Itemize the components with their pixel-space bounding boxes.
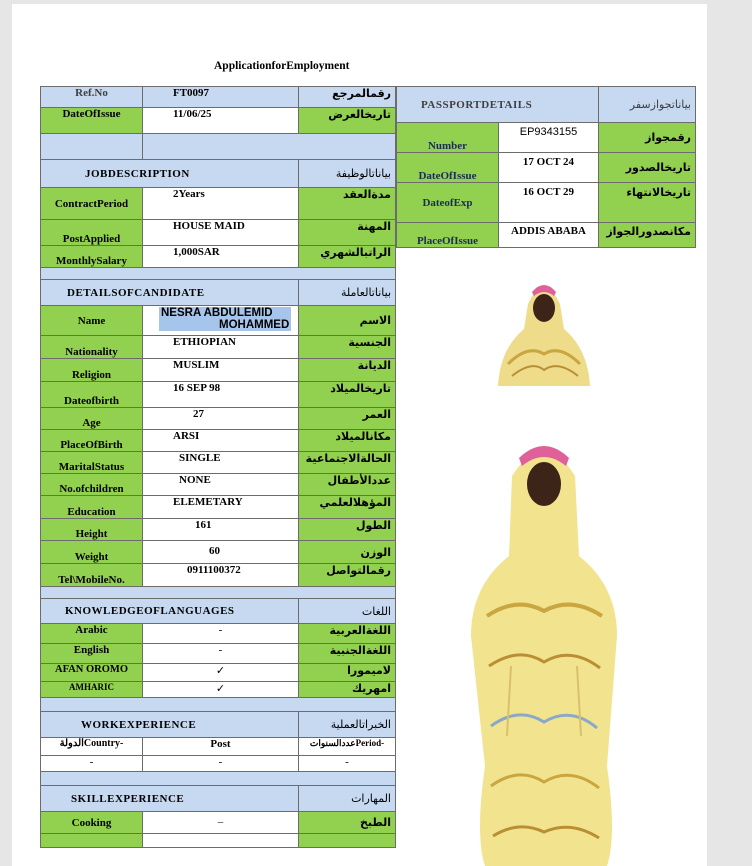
weight-label: Weight <box>41 541 143 564</box>
name-value: NESRA ABDULEMID MOHAMMED <box>161 307 290 331</box>
passport-table <box>396 86 696 248</box>
ref-label: Ref.No <box>41 87 143 108</box>
date-of-issue-value: 11/06/25 <box>143 108 299 134</box>
religion-ar: الديانة <box>299 359 396 382</box>
passport-section-title: PASSPORTDETAILS <box>397 87 599 123</box>
passport-place-label: PlaceOfIssue <box>397 223 499 248</box>
languages-section-ar: اللغات <box>299 599 396 624</box>
lang-oromo-ar: لاميمورا <box>299 664 396 682</box>
passport-exp-ar: تاريخالانتهاء <box>599 183 696 223</box>
skill-cooking-value: _ <box>143 812 299 834</box>
nationality-label: Nationality <box>41 336 143 359</box>
mobile-value: 0911100372 <box>143 564 299 587</box>
work-cell-post: - <box>143 756 299 772</box>
portrait-photo <box>498 274 590 386</box>
lang-english-value: - <box>143 644 299 664</box>
mobile-ar: رقمالتواصل <box>299 564 396 587</box>
passport-number-ar: رقمجواز <box>599 123 696 153</box>
application-table <box>40 86 396 848</box>
contract-period-value: 2Years <box>143 188 299 220</box>
work-cell-period: - <box>299 756 396 772</box>
lang-amharic-label: AMHARIC <box>41 682 143 698</box>
marital-status-value: SINGLE <box>143 452 299 474</box>
skills-section-title: SKILLEXPERIENCE <box>41 786 299 812</box>
mobile-label: Tel\MobileNo. <box>41 564 143 587</box>
dob-value: 16 SEP 98 <box>143 382 299 408</box>
monthly-salary-ar: الراتبالشهري <box>299 246 396 268</box>
lang-arabic-value: - <box>143 624 299 644</box>
age-value: 27 <box>143 408 299 430</box>
full-body-photo <box>467 436 622 866</box>
religion-label: Religion <box>41 359 143 382</box>
skill-cooking-ar: الطبخ <box>299 812 396 834</box>
ref-ar: رقمالمرجع <box>299 87 396 108</box>
work-col-period: عددالسنواتPeriod- <box>299 738 396 756</box>
passport-issue-ar: تاريخالصدور <box>599 153 696 183</box>
children-label: No.ofchildren <box>41 474 143 496</box>
date-of-issue-ar: تاريخالعرض <box>299 108 396 134</box>
age-ar: العمر <box>299 408 396 430</box>
dob-label: Dateofbirth <box>41 382 143 408</box>
lang-english-ar: اللغةالجنبية <box>299 644 396 664</box>
marital-status-label: MaritalStatus <box>41 452 143 474</box>
lang-arabic-label: Arabic <box>41 624 143 644</box>
lang-amharic-value: ✓ <box>143 682 299 698</box>
weight-value: 60 <box>143 541 299 564</box>
lang-arabic-ar: اللغةالعربية <box>299 624 396 644</box>
passport-place-value: ADDIS ABABA <box>499 223 599 248</box>
post-applied-value: HOUSE MAID <box>143 220 299 246</box>
children-ar: عددالأطفال <box>299 474 396 496</box>
candidate-section-title: DETAILSOFCANDIDATE <box>41 280 299 306</box>
education-ar: المؤهلالعلمي <box>299 496 396 519</box>
work-cell-country: - <box>41 756 143 772</box>
contract-period-label: ContractPeriod <box>41 188 143 220</box>
passport-issue-value: 17 OCT 24 <box>499 153 599 183</box>
height-ar: الطول <box>299 519 396 541</box>
document-title: ApplicationforEmployment <box>214 60 350 72</box>
lang-oromo-label: AFAN OROMO <box>41 664 143 682</box>
work-section-ar: الخبراتالعملية <box>299 712 396 738</box>
name-label: Name <box>41 306 143 336</box>
work-section-title: WORKEXPERIENCE <box>41 712 299 738</box>
name-ar: الاسم <box>299 306 396 336</box>
height-label: Height <box>41 519 143 541</box>
religion-value: MUSLIM <box>143 359 299 382</box>
post-applied-label: PostApplied <box>41 220 143 246</box>
date-of-issue-label: DateOfIssue <box>41 108 143 134</box>
children-value: NONE <box>143 474 299 496</box>
skill-cooking-label: Cooking <box>41 812 143 834</box>
lang-oromo-value: ✓ <box>143 664 299 682</box>
work-col-post: Post <box>143 738 299 756</box>
monthly-salary-label: MonthlySalary <box>41 246 143 268</box>
nationality-value: ETHIOPIAN <box>143 336 299 359</box>
contract-period-ar: مدةالعقد <box>299 188 396 220</box>
weight-ar: الوزن <box>299 541 396 564</box>
post-applied-ar: المهنة <box>299 220 396 246</box>
passport-exp-value: 16 OCT 29 <box>499 183 599 223</box>
place-of-birth-ar: مكانالميلاد <box>299 430 396 452</box>
ref-value: FT0097 <box>143 87 299 108</box>
passport-number-label: Number <box>397 123 499 153</box>
skills-section-ar: المهارات <box>299 786 396 812</box>
passport-issue-label: DateOfIssue <box>397 153 499 183</box>
nationality-ar: الجنسية <box>299 336 396 359</box>
candidate-section-ar: بياناتالعاملة <box>299 280 396 306</box>
place-of-birth-value: ARSI <box>143 430 299 452</box>
lang-amharic-ar: امهريك <box>299 682 396 698</box>
dob-ar: تاريخالميلاد <box>299 382 396 408</box>
job-section-title: JOBDESCRIPTION <box>41 160 299 188</box>
passport-section-ar: بياناتجوازسفر <box>599 87 696 123</box>
passport-place-ar: مكانصدورالجواز <box>599 223 696 248</box>
passport-number-value: EP9343155 <box>499 123 599 153</box>
age-label: Age <box>41 408 143 430</box>
application-page <box>12 4 707 866</box>
place-of-birth-label: PlaceOfBirth <box>41 430 143 452</box>
marital-status-ar: الحالةالاجتماعية <box>299 452 396 474</box>
languages-section-title: KNOWLEDGEOFLANGUAGES <box>41 599 299 624</box>
height-value: 161 <box>143 519 299 541</box>
work-col-country: الدولةCountry- <box>41 738 143 756</box>
education-label: Education <box>41 496 143 519</box>
job-section-ar: بياناتالوظيفة <box>299 160 396 188</box>
education-value: ELEMETARY <box>143 496 299 519</box>
lang-english-label: English <box>41 644 143 664</box>
passport-exp-label: DateofExp <box>397 183 499 223</box>
monthly-salary-value: 1,000SAR <box>143 246 299 268</box>
